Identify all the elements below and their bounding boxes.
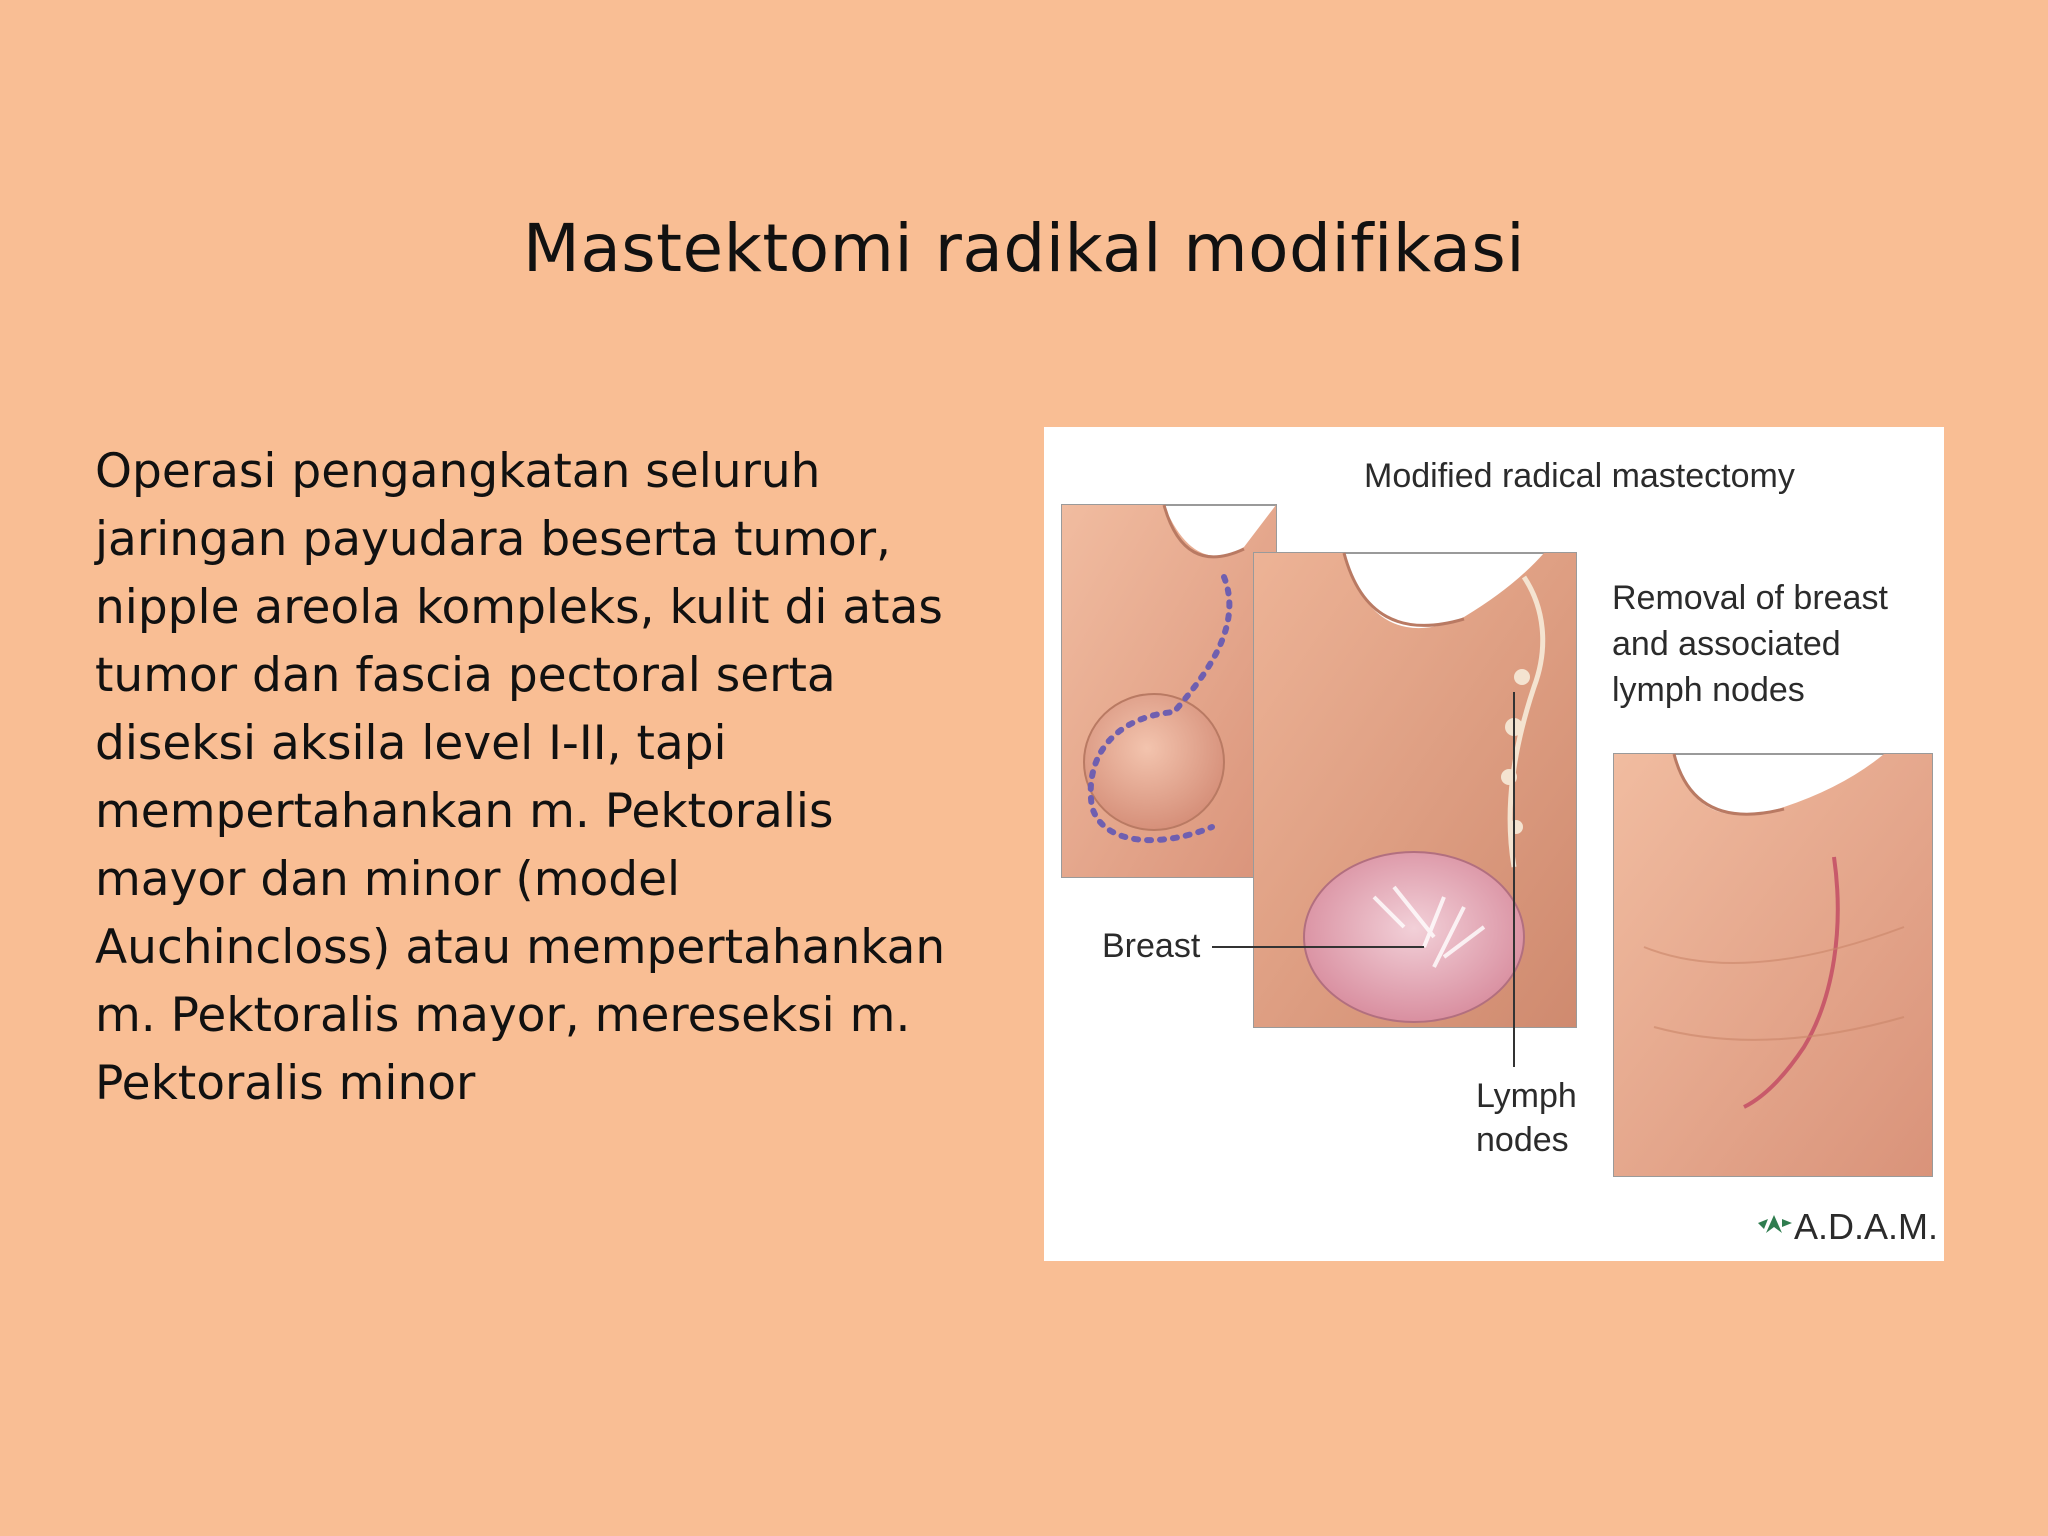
illustration-svg bbox=[1044, 427, 1944, 1261]
panel-post-operative bbox=[1614, 754, 1932, 1176]
figure-caption-line-1: Removal of breast bbox=[1612, 579, 1888, 617]
panel-breast-tissue bbox=[1254, 553, 1576, 1027]
figure-caption-line-3: lymph nodes bbox=[1612, 671, 1805, 709]
label-breast: Breast bbox=[1102, 927, 1201, 965]
label-lymph-line-1: Lymph bbox=[1476, 1077, 1577, 1115]
figure-heading: Modified radical mastectomy bbox=[1364, 457, 1795, 495]
slide-title: Mastektomi radikal modifikasi bbox=[522, 210, 1526, 287]
figure-caption-line-2: and associated bbox=[1612, 625, 1841, 663]
adam-logo bbox=[1758, 1206, 1938, 1247]
panel-incision-outline bbox=[1062, 505, 1276, 877]
logo-text: A.D.A.M. bbox=[1794, 1206, 1939, 1247]
label-lymph-line-2: nodes bbox=[1476, 1121, 1569, 1159]
mastectomy-illustration bbox=[1044, 427, 1944, 1261]
slide-body-text: Operasi pengangkatan seluruh jaringan payudara beserta tumor, nipple areola kompleks, kulit di atas tumor dan fascia pectoral serta diseksi aksila level I-II, tapi mempertahankan m. Pektoralis mayor dan minor (model Auchincloss) atau mempertahankan m. Pektoralis mayor, mereseksi m. Pektoralis minor bbox=[95, 444, 946, 1111]
